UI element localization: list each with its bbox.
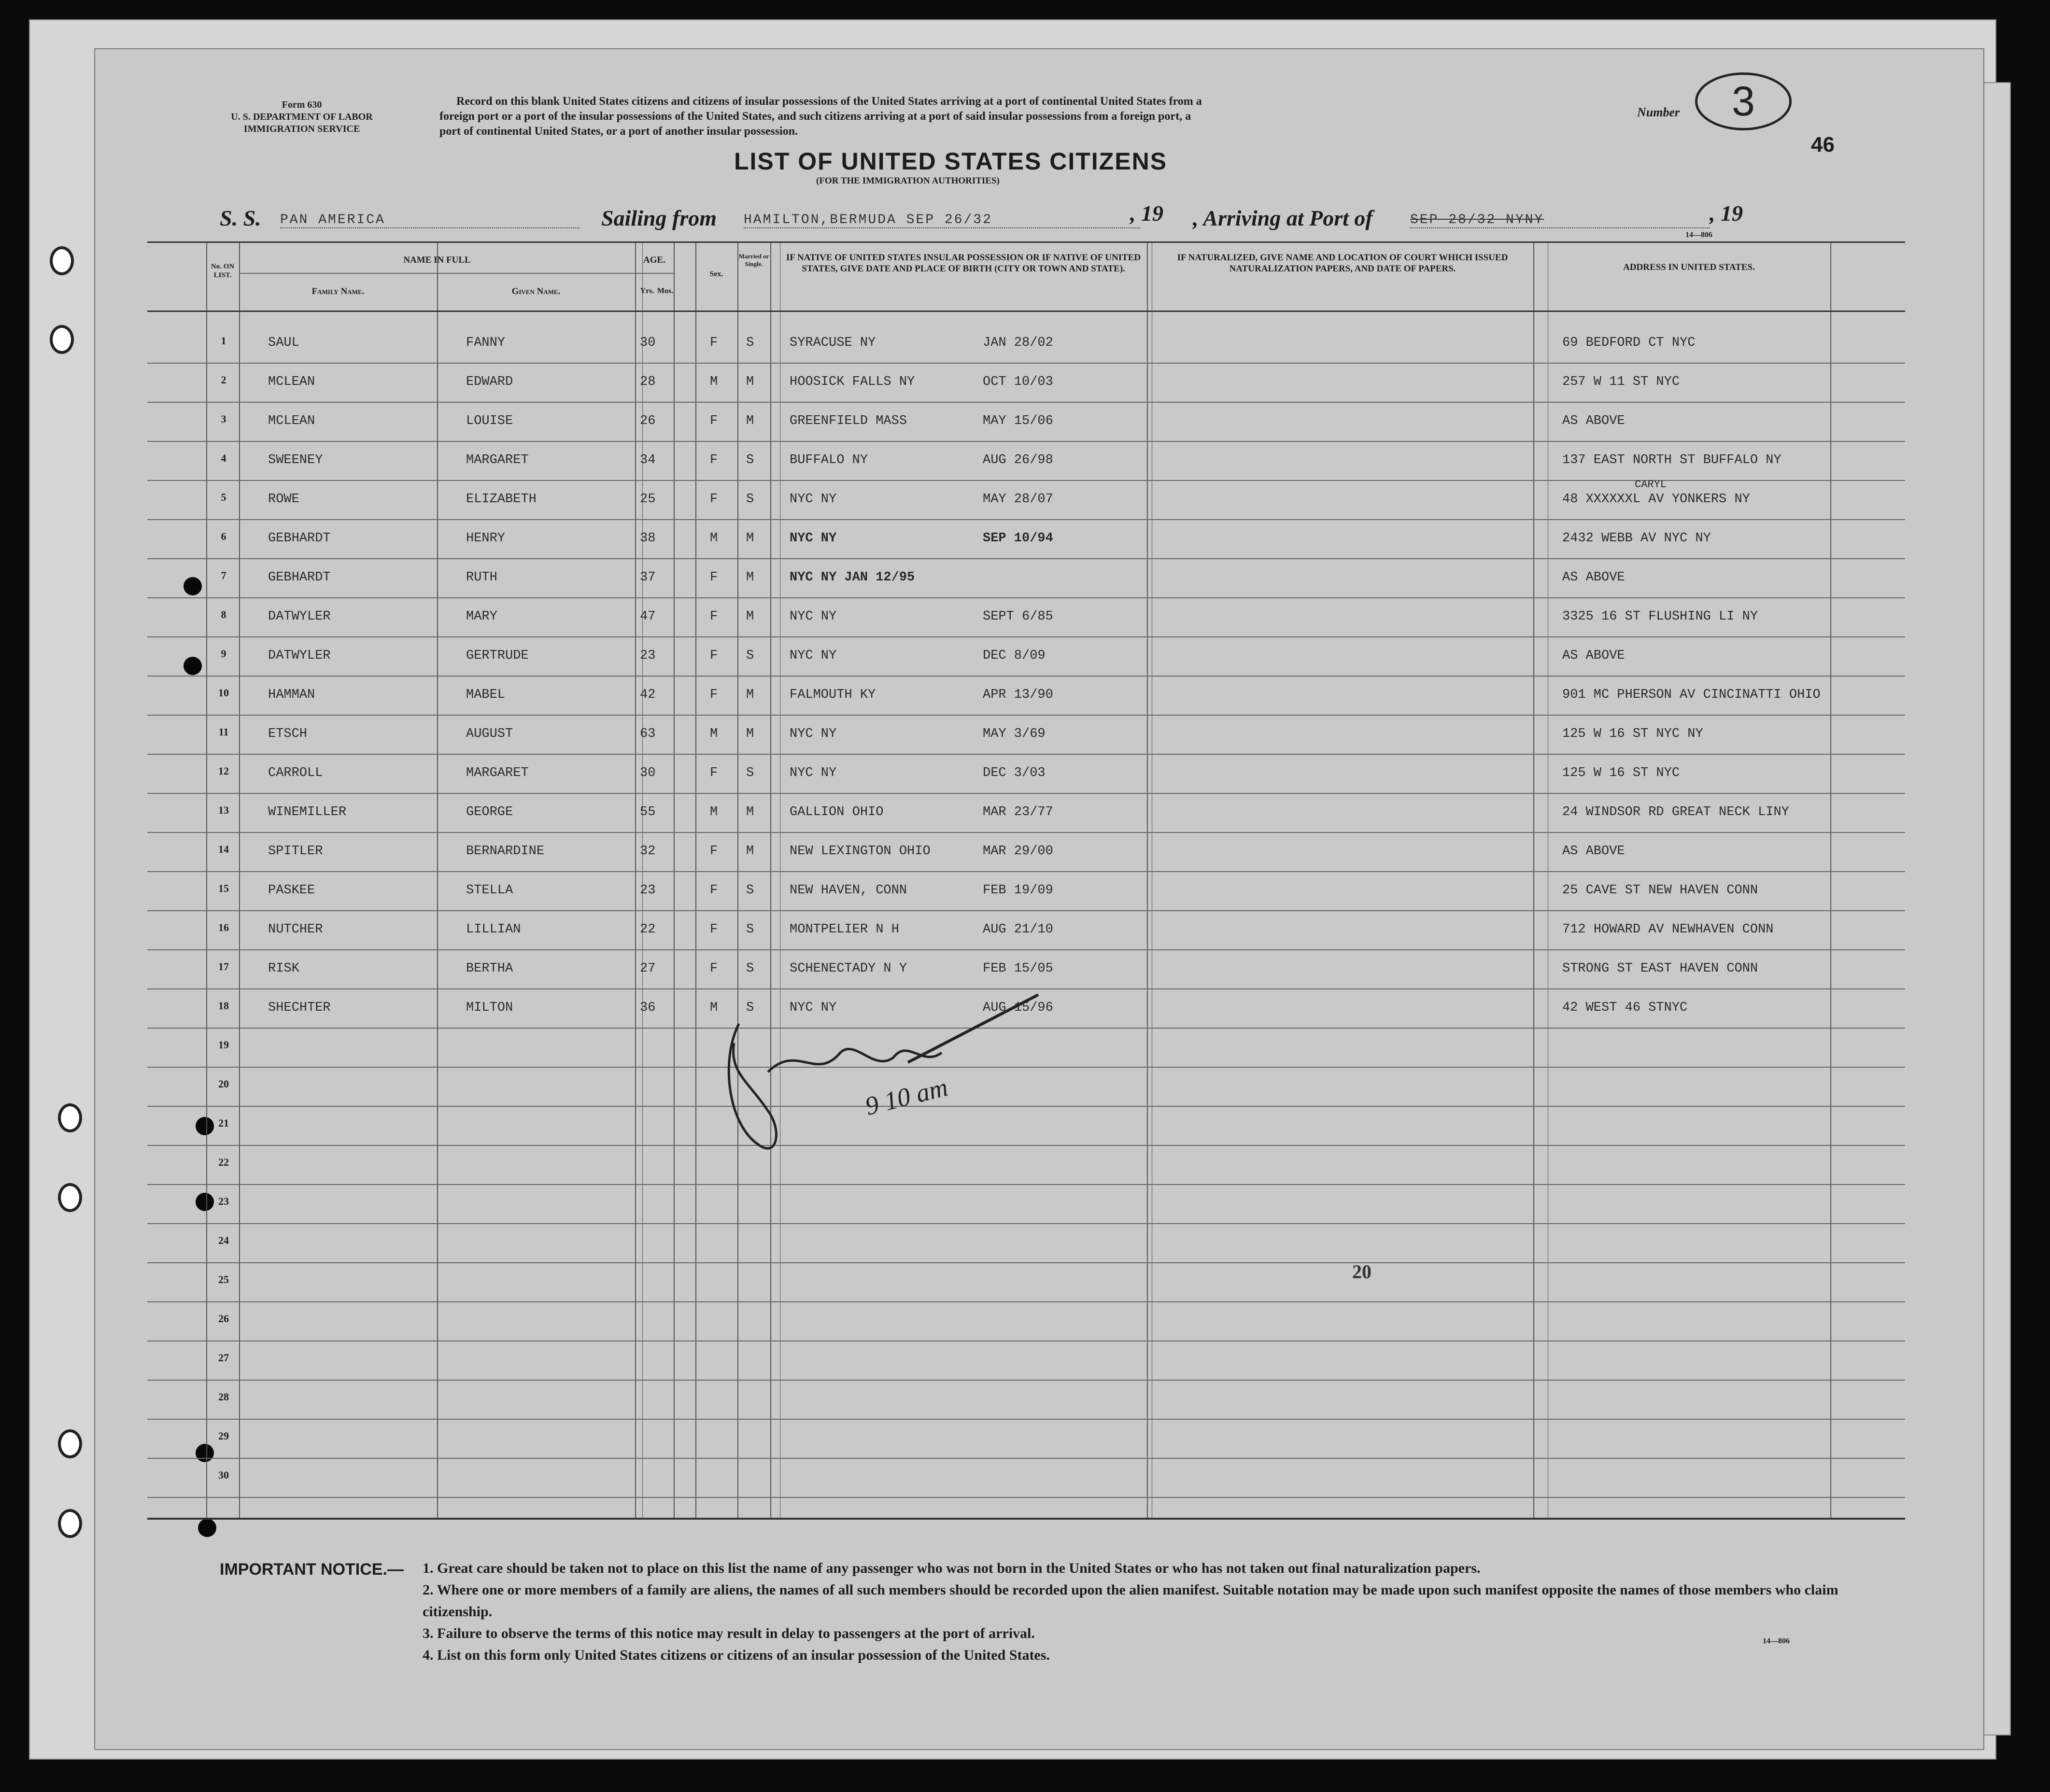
family-name-cell: RISK	[268, 961, 299, 976]
birth-date-cell: DEC 3/03	[983, 766, 1046, 780]
family-name-cell: GEBHARDT	[268, 531, 331, 546]
intro-line-3: port of continental United States, or a port of another insular possession.	[439, 125, 798, 138]
sex-cell: M	[710, 375, 718, 389]
birthplace-cell: GREENFIELD MASS	[790, 414, 907, 428]
age-cell: 30	[640, 336, 656, 350]
number-value: 3	[1695, 72, 1792, 130]
address-cell: 48 XXXXXXL AV YONKERS NY	[1562, 492, 1750, 507]
family-name-cell: SWEENEY	[268, 453, 323, 467]
marital-status-cell: M	[746, 688, 754, 702]
row-number: 9	[221, 648, 226, 660]
age-cell: 36	[640, 1001, 656, 1015]
ss-label: S. S.	[220, 206, 261, 230]
age-cell: 25	[640, 492, 656, 507]
address-cell: 3325 16 ST FLUSHING LI NY	[1562, 609, 1758, 624]
birth-date-cell: APR 13/90	[983, 688, 1053, 702]
row-divider	[147, 715, 1905, 716]
given-name-cell: BERNARDINE	[466, 844, 545, 859]
row-number: 23	[218, 1195, 229, 1207]
given-name-cell: MARGARET	[466, 766, 529, 780]
row-number: 4	[221, 452, 226, 464]
marital-status-cell: S	[746, 649, 754, 663]
notice-code: 14—806	[1763, 1637, 1790, 1645]
birth-date-cell: AUG 15/96	[983, 1001, 1053, 1015]
row-number: 22	[218, 1156, 229, 1168]
marital-status-cell: M	[746, 805, 754, 819]
marital-status-cell: M	[746, 609, 754, 624]
age-cell: 32	[640, 844, 656, 859]
address-cell: 257 W 11 ST NYC	[1562, 375, 1680, 389]
row-divider	[147, 1419, 1905, 1420]
row-number: 16	[218, 921, 229, 933]
notice-item-3: 3. Failure to observe the terms of this notice may result in delay to passengers at the port of arrival.	[423, 1625, 1035, 1641]
row-divider	[147, 1262, 1905, 1263]
sailing-label: Sailing from	[601, 206, 717, 230]
sex-cell: F	[710, 453, 718, 467]
row-number: 3	[221, 413, 226, 425]
col-sex: Sex.	[709, 270, 723, 278]
marital-status-cell: S	[746, 922, 754, 937]
birth-date-cell: SEP 10/94	[983, 531, 1053, 546]
row-number: 25	[218, 1273, 229, 1285]
address-cell: 2432 WEBB AV NYC NY	[1562, 531, 1711, 546]
col-married: Married or Single.	[738, 253, 769, 268]
birthplace-cell: BUFFALO NY	[790, 453, 868, 467]
address-cell: 125 W 16 ST NYC NY	[1562, 727, 1703, 741]
sex-cell: F	[710, 649, 718, 663]
address-cell: 25 CAVE ST NEW HAVEN CONN	[1562, 883, 1758, 898]
birth-date-cell: AUG 26/98	[983, 453, 1053, 467]
marital-status-cell: S	[746, 883, 754, 898]
given-name-cell: HENRY	[466, 531, 506, 546]
age-cell: 38	[640, 531, 656, 546]
marital-status-cell: M	[746, 414, 754, 428]
row-divider	[147, 636, 1905, 637]
col-naturalized: IF NATURALIZED, GIVE NAME AND LOCATION OF COURT WHICH ISSUED NATURALIZATION PAPERS, AND DATE OF PAPERS.	[1177, 253, 1508, 274]
given-name-cell: LILLIAN	[466, 922, 521, 937]
birth-date-cell: DEC 8/09	[983, 649, 1046, 663]
birth-date-cell: MAR 29/00	[983, 844, 1053, 859]
birth-date-cell: MAR 23/77	[983, 805, 1053, 819]
number-label: Number	[1637, 105, 1680, 119]
birthplace-cell: NYC NY	[790, 649, 837, 663]
row-number: 6	[221, 530, 226, 542]
sex-cell: F	[710, 766, 718, 780]
notice-item-2: 2. Where one or more members of a family are aliens, the names of all such members should be recorded upon the alien manifest. Suitable notation may be made upon such manifest opposite the names of those members who claim citizenship.	[423, 1582, 1838, 1620]
birthplace-cell: NYC NY	[790, 492, 837, 507]
family-name-cell: SHECHTER	[268, 1001, 331, 1015]
birthplace-cell: NEW HAVEN, CONN	[790, 883, 907, 898]
sex-cell: F	[710, 844, 718, 859]
year-label-1: , 19	[1130, 201, 1163, 226]
row-divider	[147, 363, 1905, 364]
address-cell: STRONG ST EAST HAVEN CONN	[1562, 961, 1758, 976]
sex-cell: F	[710, 883, 718, 898]
birthplace-cell: NYC NY	[790, 609, 837, 624]
sex-cell: F	[710, 492, 718, 507]
sex-cell: M	[710, 531, 718, 546]
marital-status-cell: S	[746, 453, 754, 467]
sailing-value: HAMILTON,BERMUDA SEP 26/32	[744, 212, 1140, 228]
row-divider	[147, 441, 1905, 442]
marital-status-cell: S	[746, 961, 754, 976]
address-note: CARYL	[1635, 479, 1667, 491]
col-given-name: Given Name.	[511, 286, 561, 296]
family-name-cell: GEBHARDT	[268, 570, 331, 585]
service-label: IMMIGRATION SERVICE	[243, 124, 360, 134]
family-name-cell: ETSCH	[268, 727, 308, 741]
age-cell: 23	[640, 649, 656, 663]
row-number: 17	[218, 960, 229, 973]
given-name-cell: GERTRUDE	[466, 649, 529, 663]
punch-hole	[50, 246, 74, 275]
row-divider	[147, 832, 1905, 833]
address-cell: AS ABOVE	[1562, 570, 1625, 585]
row-divider	[147, 1301, 1905, 1302]
address-cell: 712 HOWARD AV NEWHAVEN CONN	[1562, 922, 1774, 937]
address-cell: 125 W 16 ST NYC	[1562, 766, 1680, 780]
intro-line-1: Record on this blank United States citizens and citizens of insular possessions of the United States arriving at a port of continental United States from a	[456, 95, 1202, 108]
sex-cell: F	[710, 336, 718, 350]
age-cell: 26	[640, 414, 656, 428]
given-name-cell: LOUISE	[466, 414, 513, 428]
age-cell: 63	[640, 727, 656, 741]
given-name-cell: MABEL	[466, 688, 506, 702]
signature-scribble	[700, 985, 1048, 1178]
family-name-cell: NUTCHER	[268, 922, 323, 937]
row-number: 20	[218, 1078, 229, 1090]
birthplace-cell: SYRACUSE NY	[790, 336, 876, 350]
marital-status-cell: S	[746, 766, 754, 780]
family-name-cell: HAMMAN	[268, 688, 315, 702]
sex-cell: M	[710, 727, 718, 741]
row-divider	[147, 1458, 1905, 1459]
row-number: 14	[218, 843, 229, 855]
row-number: 13	[218, 804, 229, 816]
birth-date-cell: MAY 15/06	[983, 414, 1053, 428]
row-number: 1	[221, 335, 226, 347]
birth-date-cell: MAY 28/07	[983, 492, 1053, 507]
row-number: 28	[218, 1391, 229, 1403]
punch-hole	[58, 1429, 82, 1458]
marital-status-cell: M	[746, 570, 754, 585]
row-number: 27	[218, 1352, 229, 1364]
address-cell: 137 EAST NORTH ST BUFFALO NY	[1562, 453, 1781, 467]
given-name-cell: STELLA	[466, 883, 513, 898]
family-name-cell: CARROLL	[268, 766, 323, 780]
birthplace-cell: FALMOUTH KY	[790, 688, 876, 702]
address-cell: 42 WEST 46 STNYC	[1562, 1001, 1688, 1015]
punch-hole	[58, 1103, 82, 1132]
row-number: 5	[221, 491, 226, 503]
birth-date-cell: OCT 10/03	[983, 375, 1053, 389]
punch-hole	[50, 325, 74, 354]
marital-status-cell: S	[746, 1001, 754, 1015]
sex-cell: F	[710, 961, 718, 976]
birthplace-cell: SCHENECTADY N Y	[790, 961, 907, 976]
notice-lead: IMPORTANT NOTICE.—	[220, 1560, 404, 1579]
marital-status-cell: M	[746, 844, 754, 859]
sex-cell: F	[710, 922, 718, 937]
col-family-name: Family Name.	[311, 286, 365, 296]
family-name-cell: SPITLER	[268, 844, 323, 859]
family-name-cell: SAUL	[268, 336, 299, 350]
given-name-cell: ELIZABETH	[466, 492, 537, 507]
row-divider	[147, 1340, 1905, 1341]
row-number: 10	[218, 687, 229, 699]
page-subtitle: (FOR THE IMMIGRATION AUTHORITIES)	[816, 176, 1000, 186]
row-divider	[147, 754, 1905, 755]
address-cell: 69 BEDFORD CT NYC	[1562, 336, 1696, 350]
birthplace-cell: NYC NY	[790, 1001, 837, 1015]
age-cell: 34	[640, 453, 656, 467]
row-divider	[147, 871, 1905, 872]
birthplace-cell: NYC NY	[790, 531, 837, 546]
given-name-cell: RUTH	[466, 570, 497, 585]
family-name-cell: WINEMILLER	[268, 805, 347, 819]
page-number: 46	[1811, 133, 1835, 156]
given-name-cell: EDWARD	[466, 375, 513, 389]
stamp-number: 20	[1352, 1261, 1371, 1283]
birth-date-cell: AUG 21/10	[983, 922, 1053, 937]
family-name-cell: DATWYLER	[268, 609, 331, 624]
birth-date-cell: FEB 19/09	[983, 883, 1053, 898]
address-cell: 901 MC PHERSON AV CINCINATTI OHIO	[1562, 688, 1821, 702]
row-divider	[147, 949, 1905, 950]
punch-hole	[58, 1183, 82, 1212]
sex-cell: M	[710, 1001, 718, 1015]
intro-line-2: foreign port or a port of the insular possessions of the United States, and such citizens arriving at a port of said insular possessions from a foreign port, a	[439, 110, 1191, 123]
ss-value: PAN AMERICA	[280, 212, 580, 228]
time-note: 9 10 am	[862, 1072, 951, 1121]
page-title: LIST OF UNITED STATES CITIZENS	[734, 148, 1168, 175]
birthplace-cell: NYC NY	[790, 727, 837, 741]
given-name-cell: AUGUST	[466, 727, 513, 741]
row-number: 24	[218, 1234, 229, 1246]
age-cell: 22	[640, 922, 656, 937]
row-number: 11	[218, 726, 229, 738]
row-number: 30	[218, 1469, 229, 1481]
col-name-in-full: NAME IN FULL	[403, 255, 471, 265]
arriving-label: , Arriving at Port of	[1193, 206, 1373, 230]
address-cell: AS ABOVE	[1562, 414, 1625, 428]
row-number: 21	[218, 1117, 229, 1129]
birth-date-cell: MAY 3/69	[983, 727, 1046, 741]
row-number: 2	[221, 374, 226, 386]
print-code: 14—806	[1685, 231, 1712, 239]
arriving-value: SEP 28/32 NYNY	[1410, 212, 1710, 228]
row-number: 18	[218, 1000, 229, 1012]
birth-date-cell: JAN 28/02	[983, 336, 1053, 350]
birthplace-cell: HOOSICK FALLS NY	[790, 375, 915, 389]
punch-hole	[58, 1509, 82, 1538]
sex-cell: M	[710, 805, 718, 819]
given-name-cell: MARGARET	[466, 453, 529, 467]
age-cell: 47	[640, 609, 656, 624]
row-divider	[147, 1380, 1905, 1381]
notice-item-4: 4. List on this form only United States citizens or citizens of an insular possession of the United States.	[423, 1647, 1050, 1663]
birthplace-cell: NYC NY	[790, 766, 837, 780]
passenger-table	[147, 241, 1905, 1520]
birth-date-cell: FEB 15/05	[983, 961, 1053, 976]
sex-cell: F	[710, 609, 718, 624]
birthplace-cell: GALLION OHIO	[790, 805, 884, 819]
row-number: 19	[218, 1039, 229, 1051]
age-cell: 23	[640, 883, 656, 898]
given-name-cell: MARY	[466, 609, 497, 624]
marital-status-cell: M	[746, 531, 754, 546]
age-cell: 55	[640, 805, 656, 819]
col-no: No. ON LIST.	[211, 263, 235, 279]
marital-status-cell: M	[746, 727, 754, 741]
row-number: 8	[221, 608, 226, 621]
marital-status-cell: M	[746, 375, 754, 389]
address-cell: AS ABOVE	[1562, 844, 1625, 859]
row-divider	[147, 519, 1905, 520]
family-name-cell: MCLEAN	[268, 375, 315, 389]
age-cell: 37	[640, 570, 656, 585]
birthplace-cell: MONTPELIER N H	[790, 922, 899, 937]
age-cell: 27	[640, 961, 656, 976]
col-address: ADDRESS IN UNITED STATES.	[1623, 262, 1755, 272]
given-name-cell: MILTON	[466, 1001, 513, 1015]
row-divider	[147, 910, 1905, 911]
row-divider	[147, 597, 1905, 598]
row-divider	[147, 676, 1905, 677]
birthplace-cell: NYC NY JAN 12/95	[790, 570, 915, 585]
sex-cell: F	[710, 414, 718, 428]
binding-hole	[198, 1519, 216, 1537]
marital-status-cell: S	[746, 336, 754, 350]
given-name-cell: GEORGE	[466, 805, 513, 819]
address-cell: 24 WINDSOR RD GREAT NECK LINY	[1562, 805, 1789, 819]
birthplace-cell: NEW LEXINGTON OHIO	[790, 844, 931, 859]
family-name-cell: DATWYLER	[268, 649, 331, 663]
address-cell: AS ABOVE	[1562, 649, 1625, 663]
row-divider	[147, 402, 1905, 403]
col-age: AGE.	[643, 255, 665, 265]
col-yrs: Yrs.	[640, 287, 654, 295]
sex-cell: F	[710, 570, 718, 585]
form-number: Form 630	[282, 99, 322, 110]
row-divider	[147, 1497, 1905, 1498]
given-name-cell: FANNY	[466, 336, 506, 350]
department-label: U. S. DEPARTMENT OF LABOR	[231, 112, 373, 122]
col-mos: Mos.	[657, 287, 674, 295]
family-name-cell: PASKEE	[268, 883, 315, 898]
row-divider	[147, 793, 1905, 794]
col-birth: IF NATIVE OF UNITED STATES INSULAR POSSESSION OR IF NATIVE OF UNITED STATES, GIVE DATE AND PLACE OF BIRTH (CITY OR TOWN AND STATE).	[786, 253, 1141, 274]
birth-date-cell: SEPT 6/85	[983, 609, 1053, 624]
row-divider	[147, 1184, 1905, 1185]
age-cell: 42	[640, 688, 656, 702]
row-number: 15	[218, 882, 229, 894]
row-divider	[147, 1223, 1905, 1224]
age-cell: 28	[640, 375, 656, 389]
row-divider	[147, 558, 1905, 559]
sex-cell: F	[710, 688, 718, 702]
row-number: 12	[218, 765, 229, 777]
row-number: 7	[221, 569, 226, 581]
row-number: 29	[218, 1430, 229, 1442]
row-number: 26	[218, 1312, 229, 1325]
given-name-cell: BERTHA	[466, 961, 513, 976]
marital-status-cell: S	[746, 492, 754, 507]
age-cell: 30	[640, 766, 656, 780]
family-name-cell: MCLEAN	[268, 414, 315, 428]
family-name-cell: ROWE	[268, 492, 299, 507]
year-label-2: , 19	[1710, 201, 1743, 226]
notice-item-1: 1. Great care should be taken not to place on this list the name of any passenger who was not born in the United States or who has not taken out final naturalization papers.	[423, 1560, 1481, 1576]
